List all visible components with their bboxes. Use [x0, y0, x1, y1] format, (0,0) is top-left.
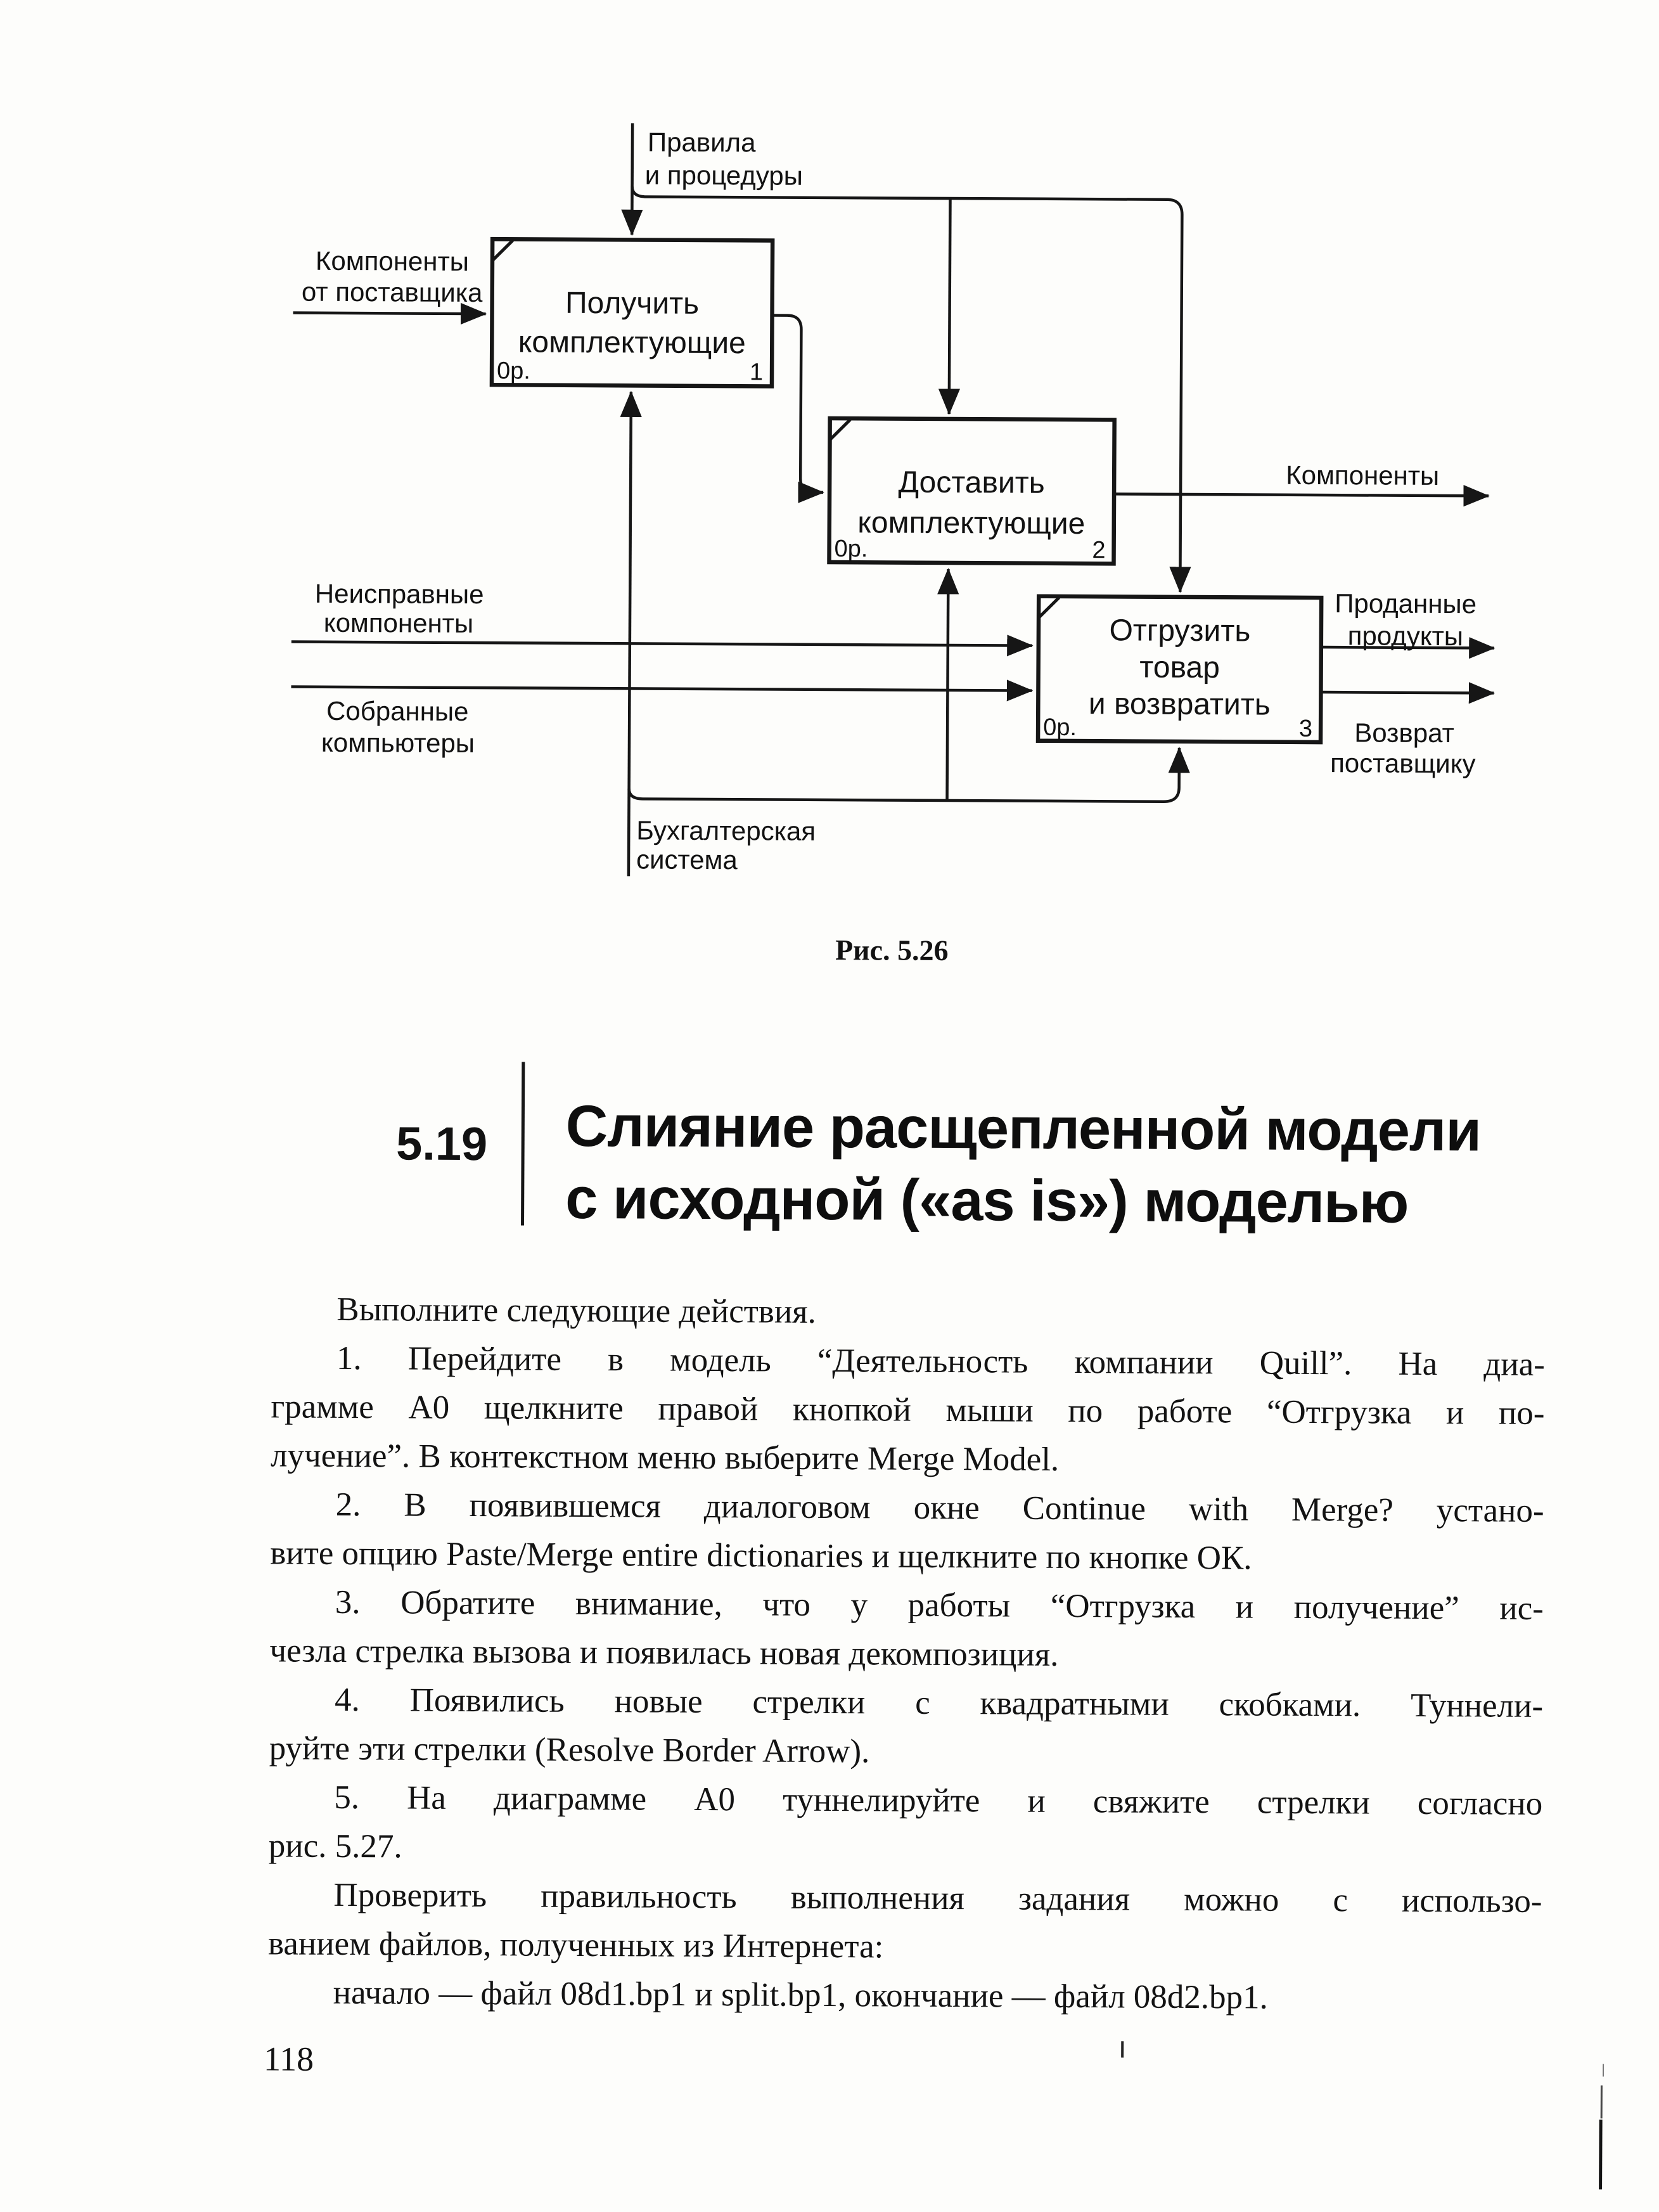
- mechanism-branch-to-box3: [629, 745, 1179, 802]
- mechanism-label-line1: Бухгалтерская: [636, 815, 816, 846]
- body-line: ванием файлов, полученных из Интернета:: [267, 1925, 884, 1965]
- section-number: 5.19: [395, 1117, 488, 1171]
- box3-cost: 0р.: [1043, 714, 1077, 742]
- body-line: лучение”. В контекстном меню выберите Merge Model.: [270, 1437, 1060, 1478]
- control-branch-to-box2: [949, 198, 951, 414]
- body-line: чезла стрелка вызова и появилась новая декомпозиция.: [269, 1632, 1059, 1673]
- body-line: Выполните следующие действия.: [336, 1290, 817, 1330]
- box1-title-line1: Получить: [565, 286, 700, 321]
- section-title: [565, 1090, 1611, 1240]
- section-divider: [521, 1062, 525, 1225]
- input-arrow-faulty: [291, 642, 1032, 646]
- box3-title-line2: товар: [1139, 650, 1220, 685]
- connector-box1-to-box2: [771, 316, 824, 492]
- section-title-line1: Слияние расщепленной модели: [565, 1093, 1482, 1164]
- body-line: Проверить правильность выполнения задания можно с использо-: [333, 1876, 1542, 1920]
- body-line: вите опцию Paste/Merge entire dictionaries и щелкните по кнопке ОК.: [270, 1534, 1252, 1577]
- scan-artifact-edge: [1603, 2064, 1604, 2076]
- control-label-line2: и процедуры: [644, 160, 804, 191]
- mechanism-arrow-to-box1: [629, 392, 631, 876]
- output-return-label-line2: поставщику: [1330, 748, 1476, 779]
- box3-title-line3: и возвратить: [1088, 687, 1271, 722]
- box2-title-line1: Доставить: [898, 465, 1045, 500]
- input-assembled-label-line1: Собранные: [326, 695, 469, 727]
- body-line: 2. В появившемся диалоговом окне Continue with Merge? устано-: [335, 1486, 1544, 1529]
- idef0-diagram: [1, 0, 1659, 1006]
- body-line: руйте эти стрелки (Resolve Border Arrow).: [269, 1730, 870, 1770]
- body-line: грамме А0 щелкните правой кнопкой мыши по работе “Отгрузка и по-: [271, 1388, 1545, 1432]
- body-line: 5. На диаграмме А0 туннелируйте и свяжите стрелки согласно: [334, 1778, 1543, 1822]
- input-faulty-label-line1: Неисправные: [314, 578, 484, 610]
- input-supplier-label-line1: Компоненты: [315, 245, 470, 277]
- mechanism-branch-to-box2: [947, 569, 949, 801]
- control-label-line1: Правила: [647, 127, 756, 158]
- box1-cost: 0р.: [496, 357, 531, 385]
- mechanism-label-line2: система: [636, 844, 738, 875]
- page-number: 118: [263, 2040, 314, 2078]
- box3-number: 3: [1298, 715, 1313, 742]
- scan-artifact-tick: [1121, 2041, 1124, 2057]
- output-components-label: Компоненты: [1286, 460, 1440, 491]
- output-arrow-components: [1114, 494, 1489, 496]
- output-arrow-return: [1321, 692, 1494, 693]
- output-sold-label-line1: Проданные: [1335, 588, 1477, 619]
- input-arrow-supplier: [293, 313, 486, 314]
- box1-title-line2: комплектующие: [518, 325, 746, 361]
- input-assembled-label-line2: компьютеры: [321, 727, 475, 759]
- body-line: 1. Перейдите в модель “Деятельность компании Quill”. На диа-: [336, 1339, 1546, 1383]
- box3-title-line1: Отгрузить: [1109, 614, 1251, 648]
- box1-number: 1: [749, 359, 764, 386]
- input-faulty-label-line2: компоненты: [323, 607, 474, 639]
- scan-artifact-edge: [1601, 2085, 1603, 2118]
- box2-cost: 0р.: [834, 536, 868, 563]
- body-line: начало — файл 08d1.bp1 и split.bp1, окончание — файл 08d2.bp1.: [333, 1974, 1269, 2016]
- body-text: [267, 1285, 1545, 2024]
- scan-artifact-edge: [1599, 2119, 1603, 2189]
- input-arrow-assembled: [291, 687, 1032, 691]
- body-line: 3. Обратите внимание, что у работы “Отгрузка и получение” ис-: [335, 1583, 1544, 1627]
- output-sold-label-line2: продукты: [1347, 621, 1464, 652]
- box2-number: 2: [1092, 537, 1106, 564]
- body-line: рис. 5.27.: [268, 1827, 402, 1865]
- body-line: 4. Появились новые стрелки с квадратными скобками. Туннели-: [334, 1681, 1544, 1725]
- figure-caption: Рис. 5.26: [835, 934, 949, 967]
- input-supplier-label-line2: от поставщика: [301, 276, 483, 308]
- section-title-line2: с исходной («as is») моделью: [565, 1166, 1409, 1235]
- box2-title-line2: комплектующие: [857, 506, 1086, 541]
- output-return-label-line1: Возврат: [1354, 717, 1454, 749]
